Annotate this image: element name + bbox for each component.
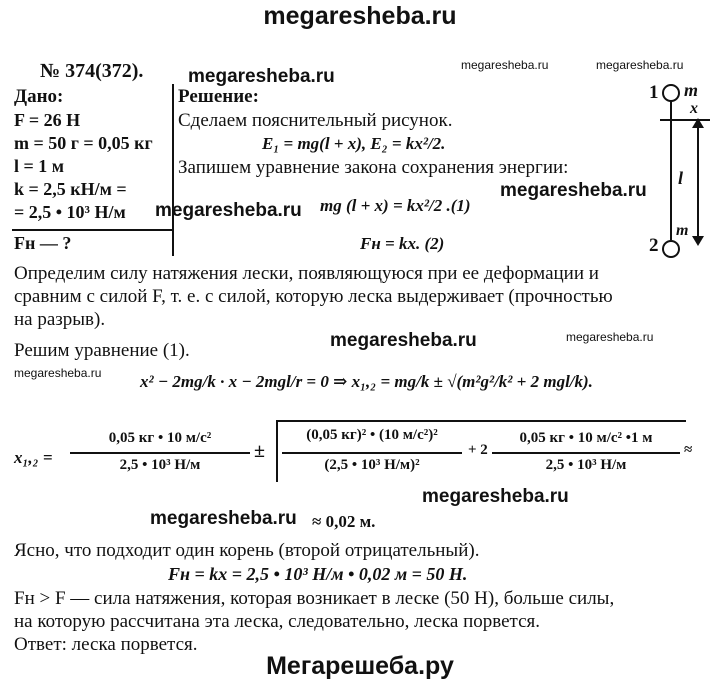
- given-divider: [12, 229, 172, 231]
- figure-label-1: 1: [649, 82, 659, 103]
- watermark-small-4: megaresheba.ru: [14, 366, 102, 380]
- eq2-approx: ≈: [684, 442, 693, 458]
- eq2-root-num: (0,05 кг)² • (10 м/с²)²: [306, 427, 438, 443]
- paragraph-2: Ясно, что подходит один корень (второй отрицательный).: [14, 540, 480, 561]
- eq2-frac1-num: 0,05 кг • 10 м/с²: [108, 430, 212, 446]
- eq2-frac1-bar: [70, 452, 250, 454]
- tension-result: Fн = kx = 2,5 • 10³ Н/м • 0,02 м = 50 Н.: [168, 564, 468, 584]
- eq2-root-den: (2,5 • 10³ Н/м)²: [324, 457, 420, 473]
- figure-label-2: 2: [649, 235, 659, 256]
- eq2-lhs: x₁,₂ =: [14, 448, 53, 467]
- eq2-frac1-den: 2,5 • 10³ Н/м: [119, 457, 201, 473]
- watermark-inline-6: megaresheba.ru: [150, 508, 297, 529]
- eq2-frac2-num: 0,05 кг • 10 м/с² •1 м: [519, 430, 653, 446]
- watermark-small-1: megaresheba.ru: [461, 58, 549, 72]
- figure-mass-label-2: m: [676, 222, 689, 239]
- figure-x-label: x: [690, 100, 698, 117]
- watermark-inline-3: megaresheba.ru: [155, 200, 302, 221]
- solution-line-3: Запишем уравнение закона сохранения энергии:: [178, 157, 569, 178]
- root-result: ≈ 0,02 м.: [312, 512, 376, 531]
- given-item: m = 50 г = 0,05 кг: [14, 133, 153, 153]
- given-item: k = 2,5 кН/м =: [14, 179, 127, 199]
- energy-formulas: E₁ = mg(l + x), E₂ = kx²/2.: [262, 134, 446, 153]
- watermark-inline-2: megaresheba.ru: [500, 180, 647, 201]
- arrow-down-icon: [692, 236, 704, 246]
- figure-l-arrow: [697, 122, 699, 242]
- sqrt-sign-top: [276, 420, 686, 422]
- solve-heading: Решим уравнение (1).: [14, 340, 190, 361]
- watermark-top: megaresheba.ru: [263, 2, 457, 30]
- watermark-inline-5: megaresheba.ru: [422, 486, 569, 507]
- sqrt-sign-stem: [276, 420, 278, 482]
- given-title: Дано:: [14, 86, 64, 107]
- watermark-small-3: megaresheba.ru: [566, 330, 654, 344]
- eq2-plus: + 2: [468, 442, 488, 458]
- eq2-plus-minus: ±: [254, 440, 265, 462]
- figure-l-label: l: [678, 168, 684, 188]
- problem-number: № 374(372).: [40, 60, 144, 82]
- paragraph-line: на разрыв).: [14, 309, 106, 330]
- figure-mass-label: m: [684, 80, 699, 100]
- given-item: F = 26 Н: [14, 110, 81, 130]
- fishing-line: [670, 100, 672, 240]
- arrow-up-icon: [692, 118, 704, 128]
- given-item: = 2,5 • 10³ Н/м: [14, 202, 126, 222]
- given-item: l = 1 м: [14, 156, 65, 176]
- paragraph-3-line: Fн > F — сила натяжения, которая возникает в леске (50 Н), больше силы,: [14, 588, 615, 609]
- watermark-inline-4: megaresheba.ru: [330, 330, 477, 351]
- watermark-inline-1: megaresheba.ru: [188, 66, 335, 87]
- paragraph-line: Определим силу натяжения лески, появляющуюся при ее деформации и: [14, 263, 599, 284]
- eq2-frac2-bar: [492, 452, 680, 454]
- paragraph-3-line: на которую рассчитана эта леска, следовательно, леска порвется.: [14, 611, 540, 632]
- find-item: Fн — ?: [14, 233, 72, 253]
- paragraph-line: сравним с силой F, т. е. с силой, которую леска выдерживает (прочностью: [14, 286, 613, 307]
- equation-energy: mg (l + x) = kx²/2 .(1): [320, 196, 471, 215]
- eq2-frac2-den: 2,5 • 10³ Н/м: [545, 457, 627, 473]
- watermark-small-2: megaresheba.ru: [596, 58, 684, 72]
- mass-2-circle: [662, 240, 680, 258]
- quadratic-equation: x² − 2mg/k · x − 2mgl/r = 0 ⇒ x₁,₂ = mg/k ± √(m²g²/k² + 2 mgl/k).: [140, 372, 593, 391]
- eq2-root-bar: [282, 452, 462, 454]
- answer: Ответ: леска порвется.: [14, 634, 198, 655]
- solution-title: Решение:: [178, 86, 259, 107]
- solution-line-1: Сделаем пояснительный рисунок.: [178, 110, 453, 131]
- watermark-bottom: Мегарешеба.ру: [266, 652, 454, 680]
- given-vertical-divider: [172, 84, 174, 256]
- equation-tension: Fн = kx. (2): [360, 234, 445, 253]
